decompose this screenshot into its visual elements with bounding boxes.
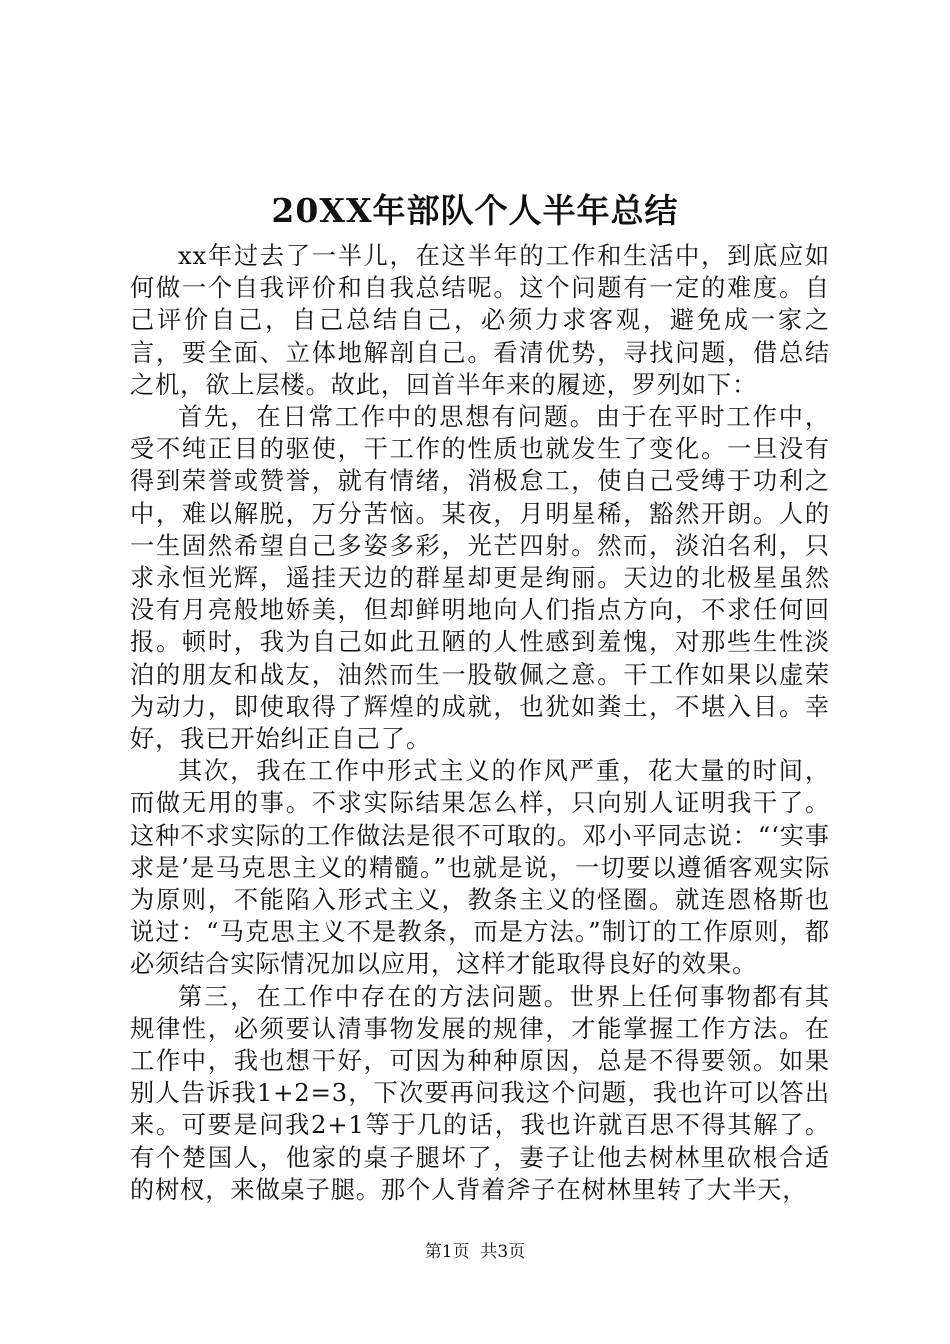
paragraph-second-point: 其次，我在工作中形式主义的作风严重，花大量的时间，而做无用的事。不求实际结果怎么样，只向别人证明我干了。这种不求实际的工作做法是很不可取的。邓小平同志说：“‘实事求是’是马克思主义的精髓。”也就是说，一切要以遵循客观实际为原则，不能陷入形式主义，教条主义的怪圈。就连恩格斯也说过：“马克思主义不是教条，而是方法。”制订的工作原则，都必须结合实际情况加以应用，这样才能取得良好的效果。 <box>130 757 830 979</box>
paragraph-intro: xx年过去了一半儿，在这半年的工作和生活中，到底应如何做一个自我评价和自我总结呢。这个问题有一定的难度。自己评价自己，自己总结自己，必须力求客观，避免成一家之言，要全面、立体地解剖自己。看清优势，寻找问题，借总结之机，欲上层楼。故此，回首半年来的履迹，罗列如下： <box>130 242 830 399</box>
paragraph-third-point: 第三，在工作中存在的方法问题。世界上任何事物都有其规律性，必须要认清事物发展的规律，才能掌握工作方法。在工作中，我也想干好，可因为种种原因，总是不得要领。如果别人告诉我1+2=3，下次要再问我这个问题，我也许可以答出来。可要是问我2+1等于几的话，我也许就百思不得其解了。有个楚国人，他家的桌子腿坏了，妻子让他去树林里砍根合适的树杈，来做桌子腿。那个人背着斧子在树林里转了大半天， <box>130 982 830 1204</box>
page-number: 第1页 <box>424 1242 470 1262</box>
page-footer <box>0 1241 950 1263</box>
page-total: 共3页 <box>480 1242 526 1262</box>
document-body <box>130 240 830 1206</box>
paragraph-first-point: 首先，在日常工作中的思想有问题。由于在平时工作中，受不纯正目的驱使，干工作的性质也就发生了变化。一旦没有得到荣誉或赞誉，就有情绪，消极怠工，使自己受缚于功利之中，难以解脱，万分苦恼。某夜，月明星稀，豁然开朗。人的一生固然希望自己多姿多彩，光芒四射。然而，淡泊名利，只求永恒光辉，遥挂天边的群星却更是绚丽。天边的北极星虽然没有月亮般地娇美，但却鲜明地向人们指点方向，不求任何回报。顿时，我为自己如此丑陋的人性感到羞愧，对那些生性淡泊的朋友和战友，油然而生一股敬佩之意。干工作如果以虚荣为动力，即使取得了辉煌的成就，也犹如粪土，不堪入目。幸好，我已开始纠正自己了。 <box>130 403 830 754</box>
document-title: 20XX年部队个人半年总结 <box>271 191 679 230</box>
